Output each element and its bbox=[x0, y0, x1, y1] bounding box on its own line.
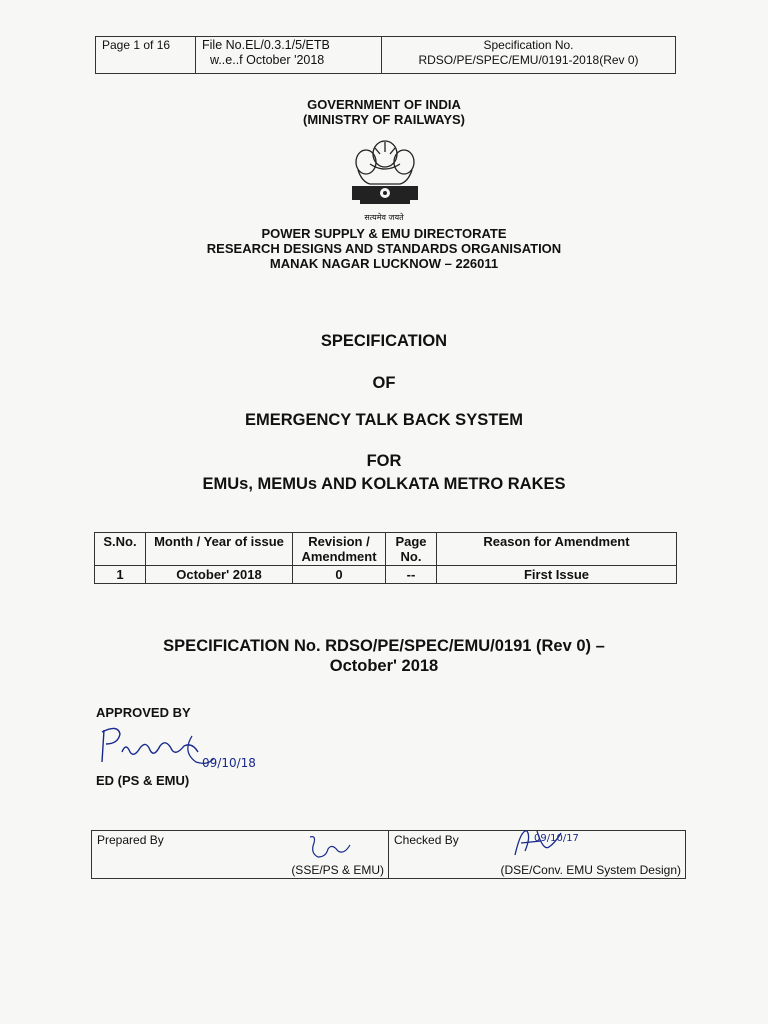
cell-reason: First Issue bbox=[437, 566, 677, 584]
amendment-table bbox=[94, 532, 677, 584]
prepared-by-cell bbox=[92, 831, 389, 878]
organisation-heading: RESEARCH DESIGNS AND STANDARDS ORGANISATION bbox=[206, 241, 562, 256]
prepared-checked-table bbox=[91, 830, 686, 879]
title-system-name: EMERGENCY TALK BACK SYSTEM bbox=[244, 411, 524, 429]
file-number-cell bbox=[196, 37, 382, 73]
spec-number-value: RDSO/PE/SPEC/EMU/0191-2018(Rev 0) bbox=[418, 53, 639, 67]
approved-by-label: APPROVED BY bbox=[96, 705, 191, 720]
signature-icon bbox=[304, 833, 364, 863]
spec-number-cell bbox=[382, 37, 675, 73]
amendment-table-header-row bbox=[95, 533, 677, 566]
directorate-heading: POWER SUPPLY & EMU DIRECTORATE bbox=[261, 226, 507, 241]
checked-by-label: Checked By bbox=[394, 833, 459, 847]
spec-number-label: Specification No. bbox=[483, 38, 574, 52]
header-sno: S.No. bbox=[95, 533, 146, 566]
checked-by-cell bbox=[389, 831, 685, 878]
title-for: FOR bbox=[366, 452, 402, 470]
approval-date: 09/10/18 bbox=[202, 756, 256, 770]
effective-date: w..e..f October '2018 bbox=[210, 53, 325, 67]
ministry-heading: (MINISTRY OF RAILWAYS) bbox=[302, 112, 466, 127]
cell-sno: 1 bbox=[95, 566, 146, 584]
table-row bbox=[95, 566, 677, 584]
title-specification: SPECIFICATION bbox=[320, 332, 448, 350]
title-applicability: EMUs, MEMUs AND KOLKATA METRO RAKES bbox=[202, 475, 566, 493]
spec-number-line1: SPECIFICATION No. RDSO/PE/SPEC/EMU/0191 (Rev 0) – bbox=[163, 637, 605, 655]
preparer-designation: (SSE/PS & EMU) bbox=[291, 863, 384, 877]
title-of: OF bbox=[372, 374, 396, 392]
header-revision: Revision / Amendment bbox=[293, 533, 386, 566]
cell-month-year: October' 2018 bbox=[146, 566, 293, 584]
prepared-by-label: Prepared By bbox=[97, 833, 164, 847]
cell-revision: 0 bbox=[293, 566, 386, 584]
lion-capital-icon bbox=[340, 134, 430, 218]
header-month-year: Month / Year of issue bbox=[146, 533, 293, 566]
emblem-motto: सत्यमेव जयते bbox=[364, 213, 404, 222]
checker-designation: (DSE/Conv. EMU System Design) bbox=[500, 863, 681, 877]
government-heading: GOVERNMENT OF INDIA bbox=[307, 97, 461, 112]
spec-number-line2: October' 2018 bbox=[329, 657, 439, 675]
cell-page-no: -- bbox=[386, 566, 437, 584]
national-emblem bbox=[340, 134, 430, 218]
page-number: Page 1 of 16 bbox=[96, 37, 196, 73]
header-reason: Reason for Amendment bbox=[437, 533, 677, 566]
header-page-no: Page No. bbox=[386, 533, 437, 566]
file-number: File No.EL/0.3.1/5/ETB bbox=[202, 38, 330, 52]
approver-designation: ED (PS & EMU) bbox=[96, 773, 190, 788]
checker-date: 09/10/17 bbox=[534, 833, 579, 844]
address-heading: MANAK NAGAR LUCKNOW – 226011 bbox=[269, 256, 499, 271]
document-header-table bbox=[95, 36, 676, 74]
preparer-signature bbox=[304, 833, 364, 863]
